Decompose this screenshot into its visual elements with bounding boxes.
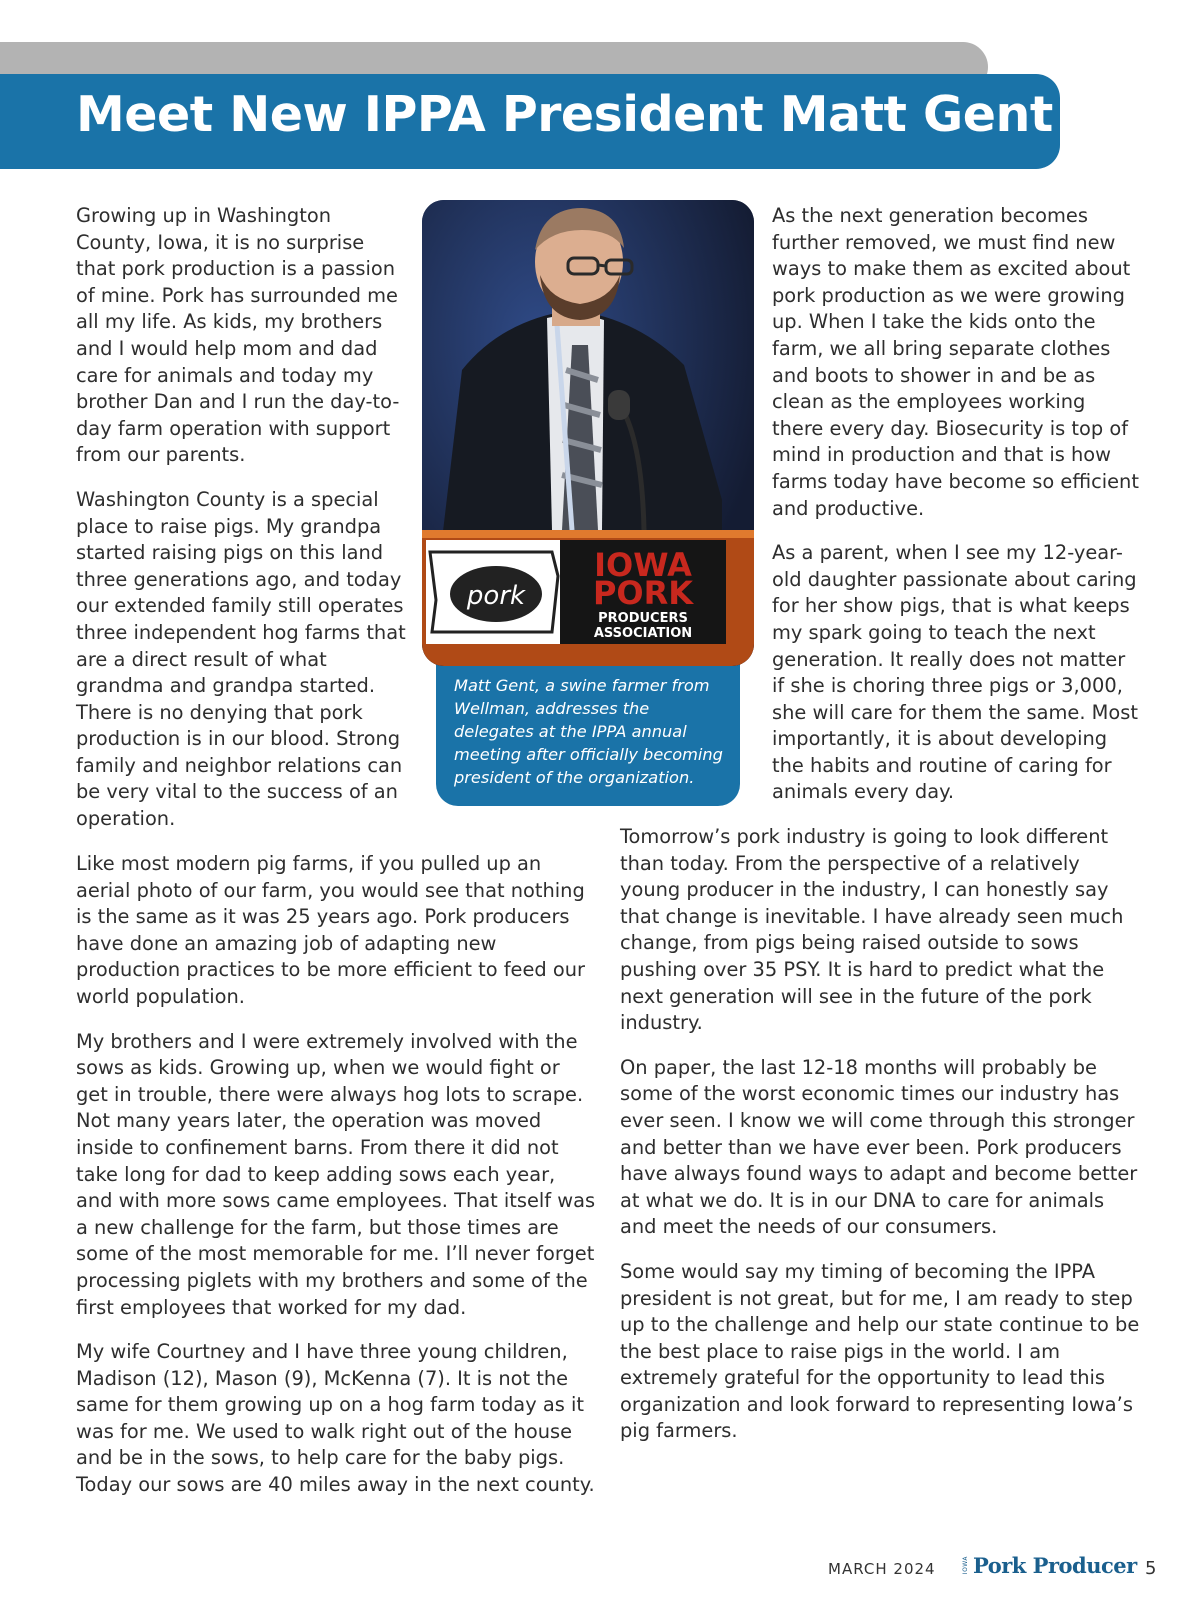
speaker-photo [422, 200, 754, 666]
podium-sign-line2: PORK [592, 574, 694, 612]
magazine-logo [962, 1553, 1137, 1578]
paragraph: As the next generation becomes further removed, we must find new ways to make them as excited about pork production as we were growing up. When I take the kids onto the farm, we all bring separate clothes and boots to shower in and be as clean as the employees working there every day. Biosecurity is top of mind in production and that is how farms today have become so efficient and productive. [772, 204, 1139, 520]
column-left-top [76, 203, 406, 851]
column-left-bottom [76, 851, 596, 1517]
paragraph: My brothers and I were extremely involved with the sows as kids. Growing up, when we would fight or get in trouble, there were always hog lots to scrape. Not many years later, the operation was moved inside to confinement barns. From there it did not take long for dad to keep adding sows each year, and with more sows came employees. That itself was a new challenge for the farm, but those times are some of the most memorable for me. I’ll never forget processing piglets with my brothers and some of the first employees that worked for my dad. [76, 1029, 596, 1319]
paragraph: Like most modern pig farms, if you pulled up an aerial photo of our farm, you would see that nothing is the same as it was 25 years ago. Pork producers have done an amazing job of adapting new production practices to be more efficient to feed our world population. [76, 852, 586, 1008]
magazine-logo-small: IOWA [962, 1556, 969, 1575]
paragraph: Tomorrow’s pork industry is going to look different than today. From the perspective of a relatively young producer in the industry, I can honestly say that change is inevitable. I have already seen much change, from pigs being raised outside to sows pushing over 35 PSY. It is hard to predict what the next generation will see in the future of the pork industry. [620, 825, 1124, 1035]
paragraph: On paper, the last 12-18 months will probably be some of the worst economic times our industry has ever seen. I know we will come through this stronger and better than we have ever been. Pork producers have always found ways to adapt and become better at what we do. It is in our DNA to care for animals and meet the needs of our consumers. [620, 1055, 1138, 1239]
paragraph: As a parent, when I see my 12-year-old daughter passionate about caring for her show pigs, that is what keeps my spark going to teach the next generation. It really does not matter if she is choring three pigs or 3,000, she will care for them the same. Most importantly, it is about developing the habits and routine of caring for animals every day. [772, 541, 1138, 804]
paragraph: Washington County is a special place to raise pigs. My grandpa started raising pigs on this land three generations ago, and today our extended family still operates three independent hog farms that are a direct result of what grandma and grandpa started. There is no denying that pork production is in our blood. Strong family and neighbor relations can be very vital to the success of an operation. [76, 487, 406, 831]
paragraph: Some would say my timing of becoming the IPPA president is not great, but for me, I am ready to step up to the challenge and help our state continue to be the best place to raise pigs in the world. I am extremely grateful for the opportunity to lead this organization and look forward to representing Iowa’s pig farmers. [620, 1259, 1140, 1443]
page-number: 5 [1145, 1558, 1157, 1579]
column-right-top [772, 203, 1140, 824]
speaker-illustration [422, 200, 754, 666]
paragraph: My wife Courtney and I have three young children, Madison (12), Mason (9), McKenna (7). It is not the same for them growing up on a hog farm today as it was for me. We used to walk right out of the house and be in the sows, to help care for the baby pigs. Today our sows are 40 miles away in the next county. [76, 1340, 595, 1497]
podium-sign-line3: PRODUCERS [598, 611, 688, 626]
podium-logo-word: pork [466, 581, 526, 611]
photo-caption: Matt Gent, a swine farmer from Wellman, addresses the delegates at the IPPA annual meeting after officially becoming president of the organization. [454, 676, 723, 787]
magazine-logo-text: Pork Producer [973, 1553, 1137, 1578]
podium-sign-line1: IOWA [594, 546, 692, 584]
issue-date: MARCH 2024 [828, 1560, 936, 1578]
paragraph: Growing up in Washington County, Iowa, it is no surprise that pork production is a passion of mine. Pork has surrounded me all my life. As kids, my brothers and I would help mom and dad care for animals and today my brother Dan and I run the day-to-day farm operation with support from our parents. [76, 204, 400, 467]
article-title: Meet New IPPA President Matt Gent [76, 86, 1053, 143]
podium-sign-line4: ASSOCIATION [593, 626, 693, 641]
column-right-bottom [620, 824, 1140, 1463]
